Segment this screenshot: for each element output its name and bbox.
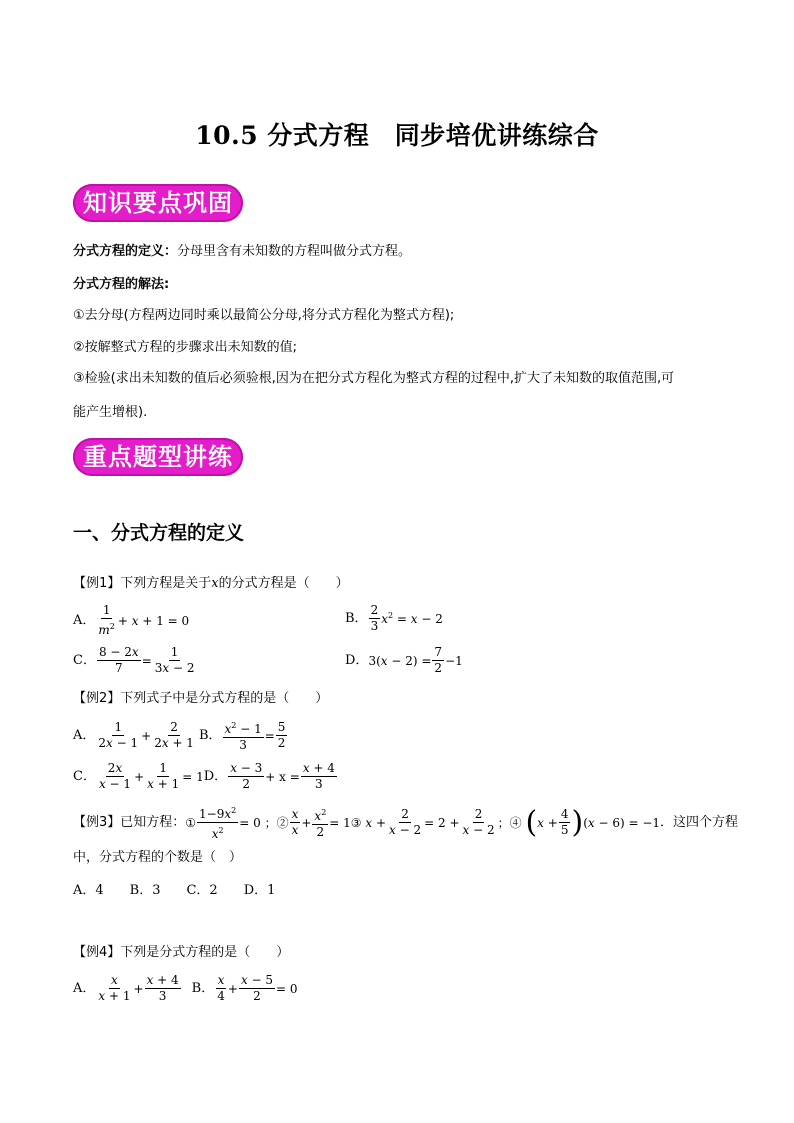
page-title: 10.5 分式方程 同步培优讲练综合 (195, 121, 599, 150)
option-letter: B． (191, 980, 215, 996)
fraction: $\frac{4}{5}$ (560, 807, 569, 837)
fraction: $\frac{2}{3}$ (370, 603, 379, 633)
method-step-1: ①去分母(方程两边同时乘以最简公分母,将分式方程化为整式方程); (73, 308, 455, 323)
option-letter: B． (198, 727, 222, 743)
example-3-choices: A．4 B．3 C．2 D．1 (73, 883, 276, 898)
example-4-stem: 【例4】下列是分式方程的是（ ） (73, 945, 290, 960)
example-1-var: x (211, 576, 219, 591)
example-3-stem-tail: ．这四个方程 (660, 814, 739, 830)
fraction: $\frac{x + 4}{3}$ (146, 973, 179, 1003)
fraction: $\frac{1}{x + 1}$ (147, 761, 180, 791)
definition-label: 分式方程的定义： (73, 244, 178, 259)
example-2-option-a-b: A． $\frac{1}{2x - 1}$ + $\frac{2}{2x + 1}$ B． $\frac{x^2 - 1}{3}$ = $\frac{5}{2}$ (73, 720, 286, 752)
option-letter: D． (345, 652, 369, 668)
definition-line (73, 243, 411, 261)
example-3-stem-text: 【例3】已知方程： (73, 814, 186, 830)
example-1-stem-a: 【例1】下列方程是关于 (73, 576, 212, 591)
example-3-line2: 中，分式方程的个数是（ ） (73, 850, 243, 865)
option-letter: D． (203, 768, 228, 784)
fraction: $\frac{1}{m^2}$ (98, 603, 115, 637)
definition-text: 分母里含有未知数的方程叫做分式方程。 (177, 244, 412, 259)
fraction: $\frac{x^2 - 1}{3}$ (223, 718, 264, 753)
option-letter: C． (73, 768, 96, 784)
fraction: $\frac{x^2}{2}$ (312, 805, 328, 840)
fraction: $\frac{1}{2x - 1}$ (98, 720, 139, 750)
section-heading: 一、分式方程的定义 (73, 522, 245, 544)
method-step-2: ②按解整式方程的步骤求出未知数的值; (73, 340, 298, 355)
fraction: $\frac{2x}{x - 1}$ (98, 761, 132, 791)
fraction: $\frac{2}{x - 2}$ (462, 807, 495, 837)
fraction: $\frac{2}{2x + 1}$ (154, 720, 194, 750)
fraction: $\frac{1}{3x - 2}$ (154, 645, 195, 675)
example-2-option-c-d: C． $\frac{2x}{x - 1}$ + $\frac{1}{x + 1}$ = 1 D． $\frac{x - 3}{2}$ + x = $\frac{x + 4}{3}$ (73, 761, 335, 791)
fraction: $\frac{5}{2}$ (277, 720, 286, 750)
method-step-3: ③检验(求出未知数的值后必须验根,因为在把分式方程化为整式方程的过程中,扩大了未知数的取值范围,可 (73, 371, 675, 386)
fraction: $\frac{x + 4}{3}$ (302, 761, 335, 791)
option-letter: A． (73, 612, 96, 628)
example-1-option-c: C． $\frac{8 - 2x}{7}$ = $\frac{1}{3x - 2}$ (73, 645, 195, 675)
fraction: $\frac{2}{x - 2}$ (389, 807, 422, 837)
example-1-option-a: A． $\frac{1}{m^2}$ + x + 1 = 0 (73, 603, 190, 637)
option-letter: A． (73, 727, 96, 743)
option-letter: A． (73, 980, 96, 996)
example-1-stem-b: 的分式方程是（ ） (218, 576, 349, 591)
fraction: $\frac{x - 5}{2}$ (240, 973, 274, 1003)
fraction: $\frac{1-9x^2}{x^2}$ (197, 803, 238, 842)
example-2-stem: 【例2】下列式子中是分式方程的是（ ） (73, 691, 329, 706)
option-letter: C． (73, 652, 96, 668)
fraction: $\frac{x - 3}{2}$ (230, 761, 263, 791)
example-1-option-b: B． $\frac{2}{3}$ $x^2 = x - 2$ (345, 603, 443, 633)
fraction: $\frac{x}{4}$ (217, 973, 225, 1003)
example-4-options: A． $\frac{x}{x + 1}$ + $\frac{x + 4}{3}$ B． $\frac{x}{4}$ + $\frac{x - 5}{2}$ = 0 (73, 973, 298, 1003)
example-3-stem: 【例3】已知方程： ① $\frac{1-9x^2}{x^2}$ = 0 ；② $\frac{x}{x}$ + $\frac{x^2}{2}$ = 1③ x + $\frac{2}{x - 2}$ = 2 + $\frac{2}{x - 2}$ ；④ ( x + $\frac{4}{5}$ ) (x − 6) = −1 ．这四个方程 (73, 804, 739, 841)
fraction: $\frac{7}{2}$ (434, 645, 443, 675)
example-1-stem (73, 575, 349, 593)
option-letter: B． (345, 610, 368, 626)
section-badge-knowledge: 知识要点巩固 (73, 184, 243, 222)
fraction: $\frac{8 - 2x}{7}$ (98, 645, 139, 675)
fraction: $\frac{x}{x}$ (291, 807, 299, 837)
fraction: $\frac{x}{x + 1}$ (98, 973, 131, 1003)
method-label: 分式方程的解法: (73, 277, 170, 292)
section-badge-key-types: 重点题型讲练 (73, 438, 243, 476)
method-step-3-cont: 能产生增根). (73, 405, 148, 420)
example-1-option-d: D． 3(x − 2) = $\frac{7}{2}$ −1 (345, 645, 463, 675)
